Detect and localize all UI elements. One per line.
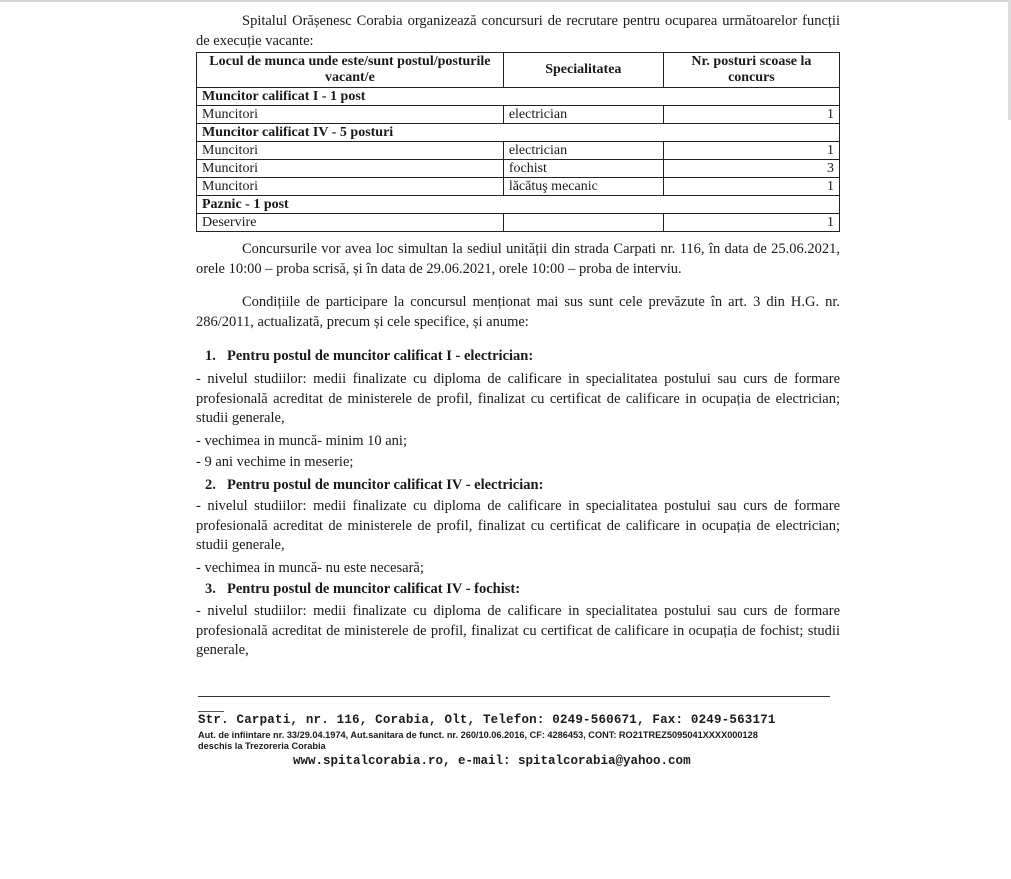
header-count: Nr. posturi scoase la concurs — [663, 53, 839, 88]
cell-count: 1 — [663, 214, 839, 232]
table-row — [197, 178, 840, 196]
intro-paragraph: Spitalul Orășenesc Corabia organizează concursuri de recrutare pentru ocuparea următoarelor funcții de execuție vacante: — [196, 13, 840, 49]
section-title: Pentru postul de muncitor calificat I - electrician: — [227, 348, 534, 364]
cell-count: 1 — [663, 178, 839, 196]
cell-specialty: lăcătuş mecanic — [503, 178, 663, 196]
table-row — [197, 142, 840, 160]
cell-place: Muncitori — [197, 106, 504, 124]
cell-specialty: fochist — [503, 160, 663, 178]
section-title: Pentru postul de muncitor calificat IV - electrician: — [227, 477, 544, 493]
group-title: Muncitor calificat IV - 5 posturi — [197, 124, 840, 142]
table-header-row — [197, 53, 840, 88]
footer-address: Str. Carpati, nr. 116, Corabia, Olt, Telefon: 0249-560671, Fax: 0249-563171 — [198, 713, 776, 727]
cell-count: 1 — [663, 106, 839, 124]
section-3-line: - nivelul studiilor: medii finalizate cu diploma de calificare in specialitatea postului sau curs de formare profesională acreditat de ministerele de profil, finalizat cu certificat de calificare in ocupația de fochist; studii generale, — [196, 603, 840, 658]
cell-specialty: electrician — [503, 142, 663, 160]
section-3-heading — [205, 580, 520, 600]
table-row — [197, 106, 840, 124]
footer-bank: deschis la Trezoreria Corabia — [198, 741, 326, 751]
cell-place: Muncitori — [197, 142, 504, 160]
schedule-paragraph: Concursurile vor avea loc simultan la sediul unității din strada Carpati nr. 116, în data de 25.06.2021, orele 10:00 – proba scrisă, și în data de 29.06.2021, orele 10:00 – proba de interviu. — [196, 241, 840, 277]
cell-specialty — [503, 214, 663, 232]
cell-count: 3 — [663, 160, 839, 178]
cell-count: 1 — [663, 142, 839, 160]
vacancies-table — [196, 52, 840, 232]
cell-place: Deservire — [197, 214, 504, 232]
table-group-row — [197, 124, 840, 142]
section-1-line: - 9 ani vechime in meserie; — [196, 454, 354, 470]
cell-place: Muncitori — [197, 160, 504, 178]
section-2-line: - vechimea in muncă- nu este necesară; — [196, 560, 424, 576]
section-1-heading — [205, 347, 533, 367]
footer-web: www.spitalcorabia.ro, e-mail: spitalcorabia@yahoo.com — [293, 754, 691, 768]
conditions-intro: Condițiile de participare la concursul menționat mai sus sunt cele prevăzute în art. 3 din H.G. nr. 286/2011, actualizată, precum și cele specifice, și anume: — [196, 294, 840, 330]
header-place: Locul de munca unde este/sunt postul/posturile vacant/e — [197, 53, 504, 88]
table-row — [197, 214, 840, 232]
footer-mark — [198, 711, 224, 712]
section-1-line: - vechimea in muncă- minim 10 ani; — [196, 433, 407, 449]
section-number: 2. — [205, 477, 216, 493]
footer-legal: Aut. de infiintare nr. 33/29.04.1974, Aut.sanitara de funct. nr. 260/10.06.2016, CF: 4286453, CONT: RO21TREZ5095041XXXX000128 — [198, 730, 758, 740]
cell-place: Muncitori — [197, 178, 504, 196]
section-number: 3. — [205, 581, 216, 597]
footer-divider — [198, 696, 830, 697]
section-2-line: - nivelul studiilor: medii finalizate cu diploma de calificare in specialitatea postului sau curs de formare profesională acreditat de ministerele de profil, finalizat cu certificat de calificare in ocupația de electrician; studii generale, — [196, 498, 840, 553]
group-title: Muncitor calificat I - 1 post — [197, 88, 840, 106]
group-title: Paznic - 1 post — [197, 196, 840, 214]
cell-specialty: electrician — [503, 106, 663, 124]
section-1-line: - nivelul studiilor: medii finalizate cu diploma de calificare in specialitatea postului sau curs de formare profesională acreditat de ministerele de profil, finalizat cu certificat de calificare in ocupația de electrician; studii generale, — [196, 371, 840, 426]
table-row — [197, 160, 840, 178]
table-group-row — [197, 196, 840, 214]
header-specialty: Specialitatea — [503, 53, 663, 88]
scan-edge — [0, 0, 1011, 2]
section-2-heading — [205, 476, 543, 496]
table-group-row — [197, 88, 840, 106]
section-title: Pentru postul de muncitor calificat IV - fochist: — [227, 581, 521, 597]
section-number: 1. — [205, 348, 216, 364]
